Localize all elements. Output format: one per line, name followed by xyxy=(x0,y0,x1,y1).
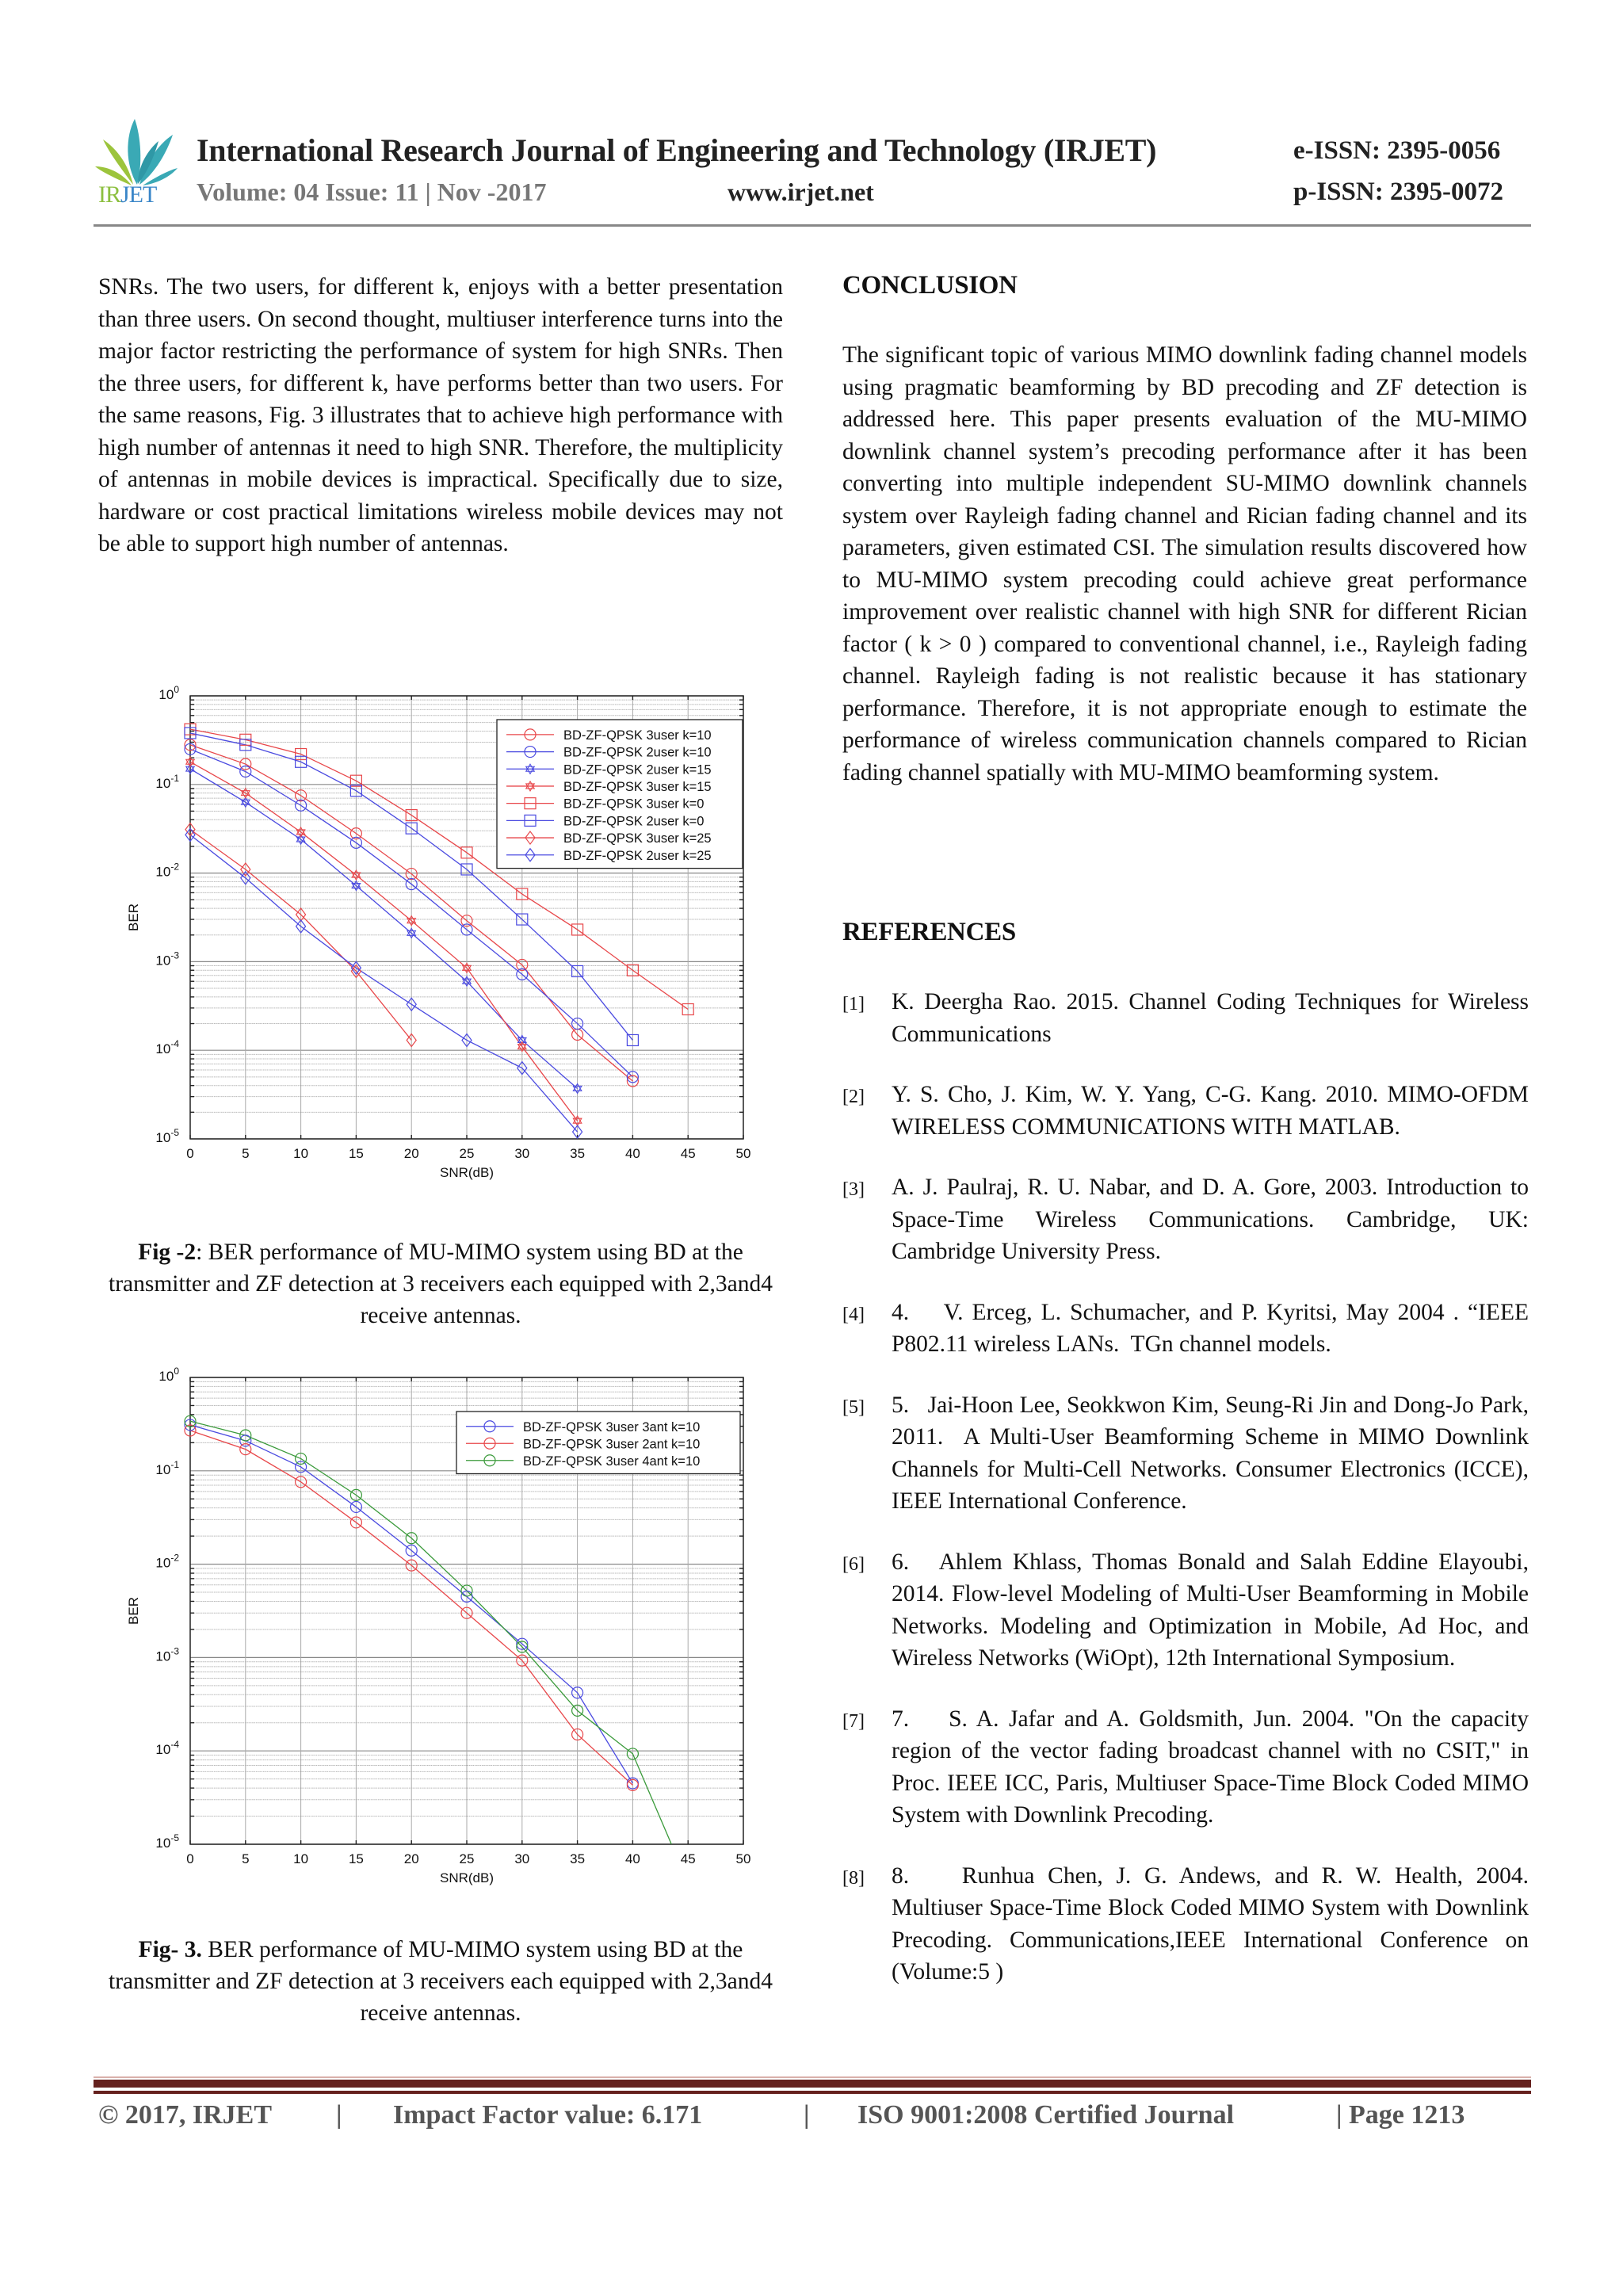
svg-text:10-4: $10^{-4}$ xyxy=(155,1739,179,1758)
reference-number: [7] xyxy=(842,1710,865,1732)
svg-text:10-3: $10^{-3}$ xyxy=(155,949,179,968)
reference-item xyxy=(842,986,1529,1050)
svg-text:10: 10 xyxy=(293,1851,309,1866)
reference-number: [4] xyxy=(842,1304,865,1325)
svg-text:50: 50 xyxy=(735,1146,751,1161)
conclusion-paragraph: The significant topic of various MIMO downlink fading channel models using pragmatic beamforming by BD precoding and ZF detection is addressed here. This paper presents evaluation of the MU-MIMO downlink channel system’s precoding performance after it has been converting into multiple independent SU-MIMO downlink channels system over Rayleigh fading channel and Rician fading channel and its parameters, given estimated CSI. The simulation results discovered how to MU-MIMO system precoding could achieve great performance improvement over realistic channel with high SNR for different Rician factor ( k > 0 ) compared to conventional channel, i.e., Rayleigh fading channel. Rayleigh fading is not realistic because it has stationary performance. Therefore, it is not appropriate enough to estimate the performance of wireless communication channels compared to Rician fading channel spatially with MU-MIMO beamforming system. xyxy=(842,342,1527,785)
svg-text:10-1: $10^{-1}$ xyxy=(155,1458,179,1477)
footer-separator: | xyxy=(336,2100,342,2130)
svg-text:0: 0 xyxy=(186,1851,194,1866)
svg-text:BD-ZF-QPSK 3user k=0: BD-ZF-QPSK 3user k=0 xyxy=(563,797,705,812)
reference-number: [8] xyxy=(842,1867,865,1889)
footer-copyright: © 2017, IRJET xyxy=(98,2100,273,2130)
svg-text:20: 20 xyxy=(403,1146,419,1161)
reference-number: [2] xyxy=(842,1087,865,1107)
reference-text: 5. Jai-Hoon Lee, Seokkwon Kim, Seung-Ri Jin and Dong-Jo Park, 2011. A Multi-User Beamforming Scheme in MIMO Downlink Channels for Multi-Cell Networks. Consumer Electronics (ICCE), IEEE International Conference. xyxy=(892,1392,1535,1514)
footer-page-number: | Page 1213 xyxy=(1336,2100,1465,2130)
svg-text:BD-ZF-QPSK 2user k=25: BD-ZF-QPSK 2user k=25 xyxy=(563,848,712,863)
references-list xyxy=(842,986,1541,2017)
svg-text:BD-ZF-QPSK 3user 3ant k=10: BD-ZF-QPSK 3user 3ant k=10 xyxy=(523,1419,701,1435)
svg-text:SNR(dB): SNR(dB) xyxy=(439,1165,495,1180)
reference-text: Y. S. Cho, J. Kim, W. Y. Yang, C-G. Kang. 2010. MIMO-OFDM WIRELESS COMMUNICATIONS WITH MATLAB. xyxy=(892,1082,1529,1140)
svg-text:10-3: $10^{-3}$ xyxy=(155,1645,179,1664)
logo-text: IRJET xyxy=(98,181,157,208)
fig3-ber-chart xyxy=(111,1355,761,1902)
reference-text: A. J. Paulraj, R. U. Nabar, and D. A. Gore, 2003. Introduction to Space-Time Wireless Communications. Cambridge, UK: Cambridge University Press. xyxy=(892,1175,1529,1264)
reference-number: [3] xyxy=(842,1179,865,1200)
fig2-ber-chart xyxy=(111,674,761,1197)
svg-text:BD-ZF-QPSK 2user k=15: BD-ZF-QPSK 2user k=15 xyxy=(563,762,712,777)
svg-text:BD-ZF-QPSK 3user k=25: BD-ZF-QPSK 3user k=25 xyxy=(563,831,712,846)
svg-text:30: 30 xyxy=(514,1851,530,1866)
svg-text:SNR(dB): SNR(dB) xyxy=(439,1870,495,1885)
irjet-logo xyxy=(94,117,181,208)
svg-text:10-5: $10^{-5}$ xyxy=(155,1832,179,1851)
svg-text:100: $10^0$ xyxy=(158,1366,179,1384)
reference-text: K. Deergha Rao. 2015. Channel Coding Techniques for Wireless Communications xyxy=(892,989,1529,1047)
svg-text:10-5: $10^{-5}$ xyxy=(155,1127,179,1145)
svg-text:BD-ZF-QPSK 3user 4ant k=10: BD-ZF-QPSK 3user 4ant k=10 xyxy=(523,1454,701,1469)
svg-text:25: 25 xyxy=(459,1851,475,1866)
svg-text:35: 35 xyxy=(570,1851,586,1866)
svg-text:15: 15 xyxy=(348,1146,364,1161)
reference-text: 6. Ahlem Khlass, Thomas Bonald and Salah Eddine Elayoubi, 2014. Flow-level Modeling of Multi-User Beamforming in Mobile Networks. Modeling and Optimization in Mobile, Ad Hoc, and Wireless Networks (WiOpt), 12th International Symposium. xyxy=(892,1549,1535,1671)
footer-rule-thin xyxy=(94,2091,1531,2094)
p-issn: p-ISSN: 2395-0072 xyxy=(1293,178,1503,206)
fig3-caption: Fig- 3. BER performance of MU-MIMO system using BD at the transmitter and ZF detection at 3 receivers each equipped with 2,3and4 receive antennas. xyxy=(109,1937,773,2026)
svg-text:10-2: $10^{-2}$ xyxy=(155,1552,179,1571)
reference-item xyxy=(842,1079,1529,1143)
volume-issue: Volume: 04 Issue: 11 | Nov -2017 xyxy=(197,178,547,206)
svg-text:10-4: $10^{-4}$ xyxy=(155,1038,179,1057)
journal-website-link[interactable]: www.irjet.net xyxy=(727,178,874,206)
footer-rule-thick xyxy=(94,2080,1531,2088)
svg-text:20: 20 xyxy=(403,1851,419,1866)
svg-text:5: 5 xyxy=(242,1146,250,1161)
svg-text:BD-ZF-QPSK 2user k=10: BD-ZF-QPSK 2user k=10 xyxy=(563,745,712,760)
reference-text: 8. Runhua Chen, J. G. Andews, and R. W. Health, 2004. Multiuser Space-Time Block Coded MIMO System with Downlink Precoding. Communications,IEEE International Conference on (Volume:5 ) xyxy=(892,1862,1541,1985)
svg-text:45: 45 xyxy=(680,1146,696,1161)
reference-number: [1] xyxy=(842,994,865,1014)
svg-text:40: 40 xyxy=(624,1146,640,1161)
reference-item xyxy=(842,1171,1529,1268)
reference-item xyxy=(842,1546,1535,1675)
logo-leaf-icon xyxy=(94,117,181,189)
svg-text:BER: BER xyxy=(126,1597,141,1625)
reference-item xyxy=(842,1703,1535,1832)
references-heading: REFERENCES xyxy=(842,918,1016,946)
footer-rule-light xyxy=(94,2076,1531,2078)
header-divider xyxy=(94,224,1531,227)
svg-text:BD-ZF-QPSK 3user k=15: BD-ZF-QPSK 3user k=15 xyxy=(563,779,712,794)
svg-text:35: 35 xyxy=(570,1146,586,1161)
reference-item xyxy=(842,1297,1535,1361)
svg-text:BD-ZF-QPSK 2user k=0: BD-ZF-QPSK 2user k=0 xyxy=(563,814,705,829)
journal-title: International Research Journal of Engineering and Technology (IRJET) xyxy=(197,132,1157,168)
svg-text:BD-ZF-QPSK 3user k=10: BD-ZF-QPSK 3user k=10 xyxy=(563,728,712,743)
svg-text:10-1: $10^{-1}$ xyxy=(155,772,179,791)
svg-text:0: 0 xyxy=(186,1146,194,1161)
svg-text:40: 40 xyxy=(624,1851,640,1866)
svg-text:5: 5 xyxy=(242,1851,250,1866)
footer-iso: ISO 9001:2008 Certified Journal xyxy=(857,2100,1235,2130)
reference-number: [5] xyxy=(842,1396,865,1418)
svg-text:30: 30 xyxy=(514,1146,530,1161)
svg-text:10-2: $10^{-2}$ xyxy=(155,861,179,880)
reference-item xyxy=(842,1389,1535,1518)
reference-item xyxy=(842,1860,1541,1988)
svg-text:15: 15 xyxy=(348,1851,364,1866)
reference-text: 4. V. Erceg, L. Schumacher, and P. Kyritsi, May 2004 . “IEEE P802.11 wireless LANs. TGn channel models. xyxy=(892,1299,1535,1357)
reference-number: [6] xyxy=(842,1553,865,1575)
footer-impact-factor: Impact Factor value: 6.171 xyxy=(393,2100,703,2130)
body-paragraph: SNRs. The two users, for different k, enjoys with a better presentation than three users. On second thought, multiuser interference turns into the major factor restricting the performance of system for high SNRs. Then the three users, for different k, have performs better than two users. For the same reasons, Fig. 3 illustrates that to achieve high performance with high number of antennas it need to high SNR. Therefore, the multiplicity of antennas in mobile devices is impractical. Specifically due to size, hardware or cost practical limitations wireless mobile devices may not be able to support high number of antennas. xyxy=(98,274,783,556)
svg-text:50: 50 xyxy=(735,1851,751,1866)
svg-text:45: 45 xyxy=(680,1851,696,1866)
svg-text:25: 25 xyxy=(459,1146,475,1161)
fig2-caption: Fig -2: BER performance of MU-MIMO system using BD at the transmitter and ZF detection at 3 receivers each equipped with 2,3and4 receive antennas. xyxy=(109,1240,773,1328)
svg-text:10: 10 xyxy=(293,1146,309,1161)
reference-text: 7. S. A. Jafar and A. Goldsmith, Jun. 2004. "On the capacity region of the vector fading broadcast channel with no CSIT," in Proc. IEEE ICC, Paris, Multiuser Space-Time Block Coded MIMO System with Downlink Precoding. xyxy=(892,1706,1535,1828)
svg-text:BD-ZF-QPSK 3user 2ant k=10: BD-ZF-QPSK 3user 2ant k=10 xyxy=(523,1437,701,1452)
svg-text:100: $10^0$ xyxy=(158,684,179,702)
svg-text:BER: BER xyxy=(126,904,141,931)
footer-separator: | xyxy=(804,2100,810,2130)
e-issn: e-ISSN: 2395-0056 xyxy=(1293,136,1501,165)
conclusion-heading: CONCLUSION xyxy=(842,271,1018,300)
